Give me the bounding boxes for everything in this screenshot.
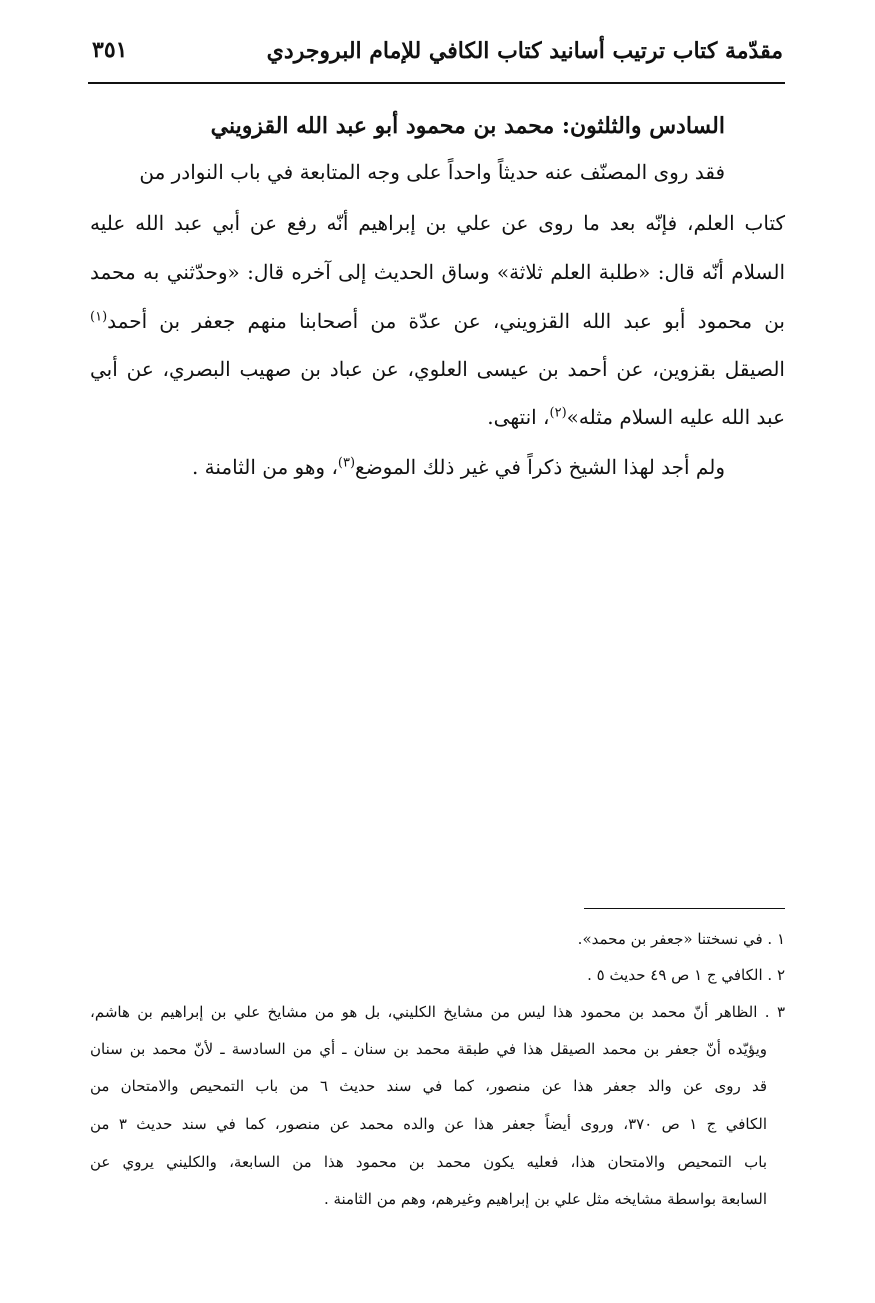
body-line: الصيقل بقزوين، عن أحمد بن عيسى العلوي، عن عباد بن صهيب البصري، عن أبي: [90, 357, 785, 381]
footnote-3-line: قد روى عن والد جعفر هذا عن منصور، كما في سند حديث ٦ من باب التمحيص والامتحان من: [90, 1077, 767, 1095]
footnote-1: ١ . في نسختنا «جعفر بن محمد».: [577, 930, 785, 948]
footnote-3-line: السابعة بواسطة مشايخه مثل علي بن إبراهيم وغيرهم، وهم من الثامنة .: [323, 1190, 767, 1208]
footnote-3-line: باب التمحيص والامتحان هذا، فعليه يكون محمد بن محمود هذا من السابعة، والكليني يروي عن: [90, 1153, 767, 1171]
header-divider: [88, 82, 785, 84]
body-line: [487, 405, 785, 429]
footnote-3-line: الكافي ج ١ ص ٣٧٠، وروى أيضاً جعفر هذا عن والده محمد عن منصور، كما في سند حديث ٣ من: [90, 1115, 767, 1133]
body-line: كتاب العلم، فإنّه بعد ما روى عن علي بن إبراهيم أنّه رفع عن أبي عبد الله عليه: [90, 211, 785, 235]
footnote-2: ٢ . الكافي ج ١ ص ٤٩ حديث ٥ .: [587, 966, 785, 984]
footnote-marker-1[interactable]: (١): [90, 309, 108, 325]
body-line: [192, 455, 725, 479]
body-text: بن محمود أبو عبد الله القزويني، عن عدّة من أصحابنا منهم جعفر بن أحمد: [107, 309, 785, 333]
running-header-title: مقدّمة كتاب ترتيب أسانيد كتاب الكافي للإمام البروجردي: [266, 38, 783, 64]
footnote-3-line: ٣ . الظاهر أنّ محمد بن محمود هذا ليس من مشايخ الكليني، بل هو من مشايخ علي بن إبراهيم بن هاشم،: [90, 1003, 785, 1021]
body-text: ، وهو من الثامنة .: [191, 455, 338, 479]
footnote-marker-2[interactable]: (٢): [549, 405, 567, 421]
body-text: عبد الله عليه السلام مثله»: [566, 405, 785, 429]
body-line: [90, 309, 785, 333]
body-line: فقد روى المصنّف عنه حديثاً واحداً على وجه المتابعة في باب النوادر من: [139, 160, 725, 184]
page-number: ٣٥١: [92, 37, 128, 63]
footnote-marker-3[interactable]: (٣): [337, 455, 356, 471]
footnote-separator: [584, 908, 785, 909]
section-heading: السادس والثلثون: محمد بن محمود أبو عبد الله القزويني: [210, 113, 725, 139]
body-text: ، انتهى.: [487, 405, 550, 429]
body-text: ولم أجد لهذا الشيخ ذكراً في غير ذلك الموضع: [355, 455, 725, 479]
body-line: السلام أنّه قال: «طلبة العلم ثلاثة» وساق الحديث إلى آخره قال: «وحدّثني به محمد: [90, 260, 785, 284]
footnote-3-line: ويؤيّده أنّ جعفر بن محمد الصيقل هذا في طبقة محمد بن سنان ـ أي من السادسة ـ لأنّ محمد بن سنان: [90, 1040, 767, 1058]
